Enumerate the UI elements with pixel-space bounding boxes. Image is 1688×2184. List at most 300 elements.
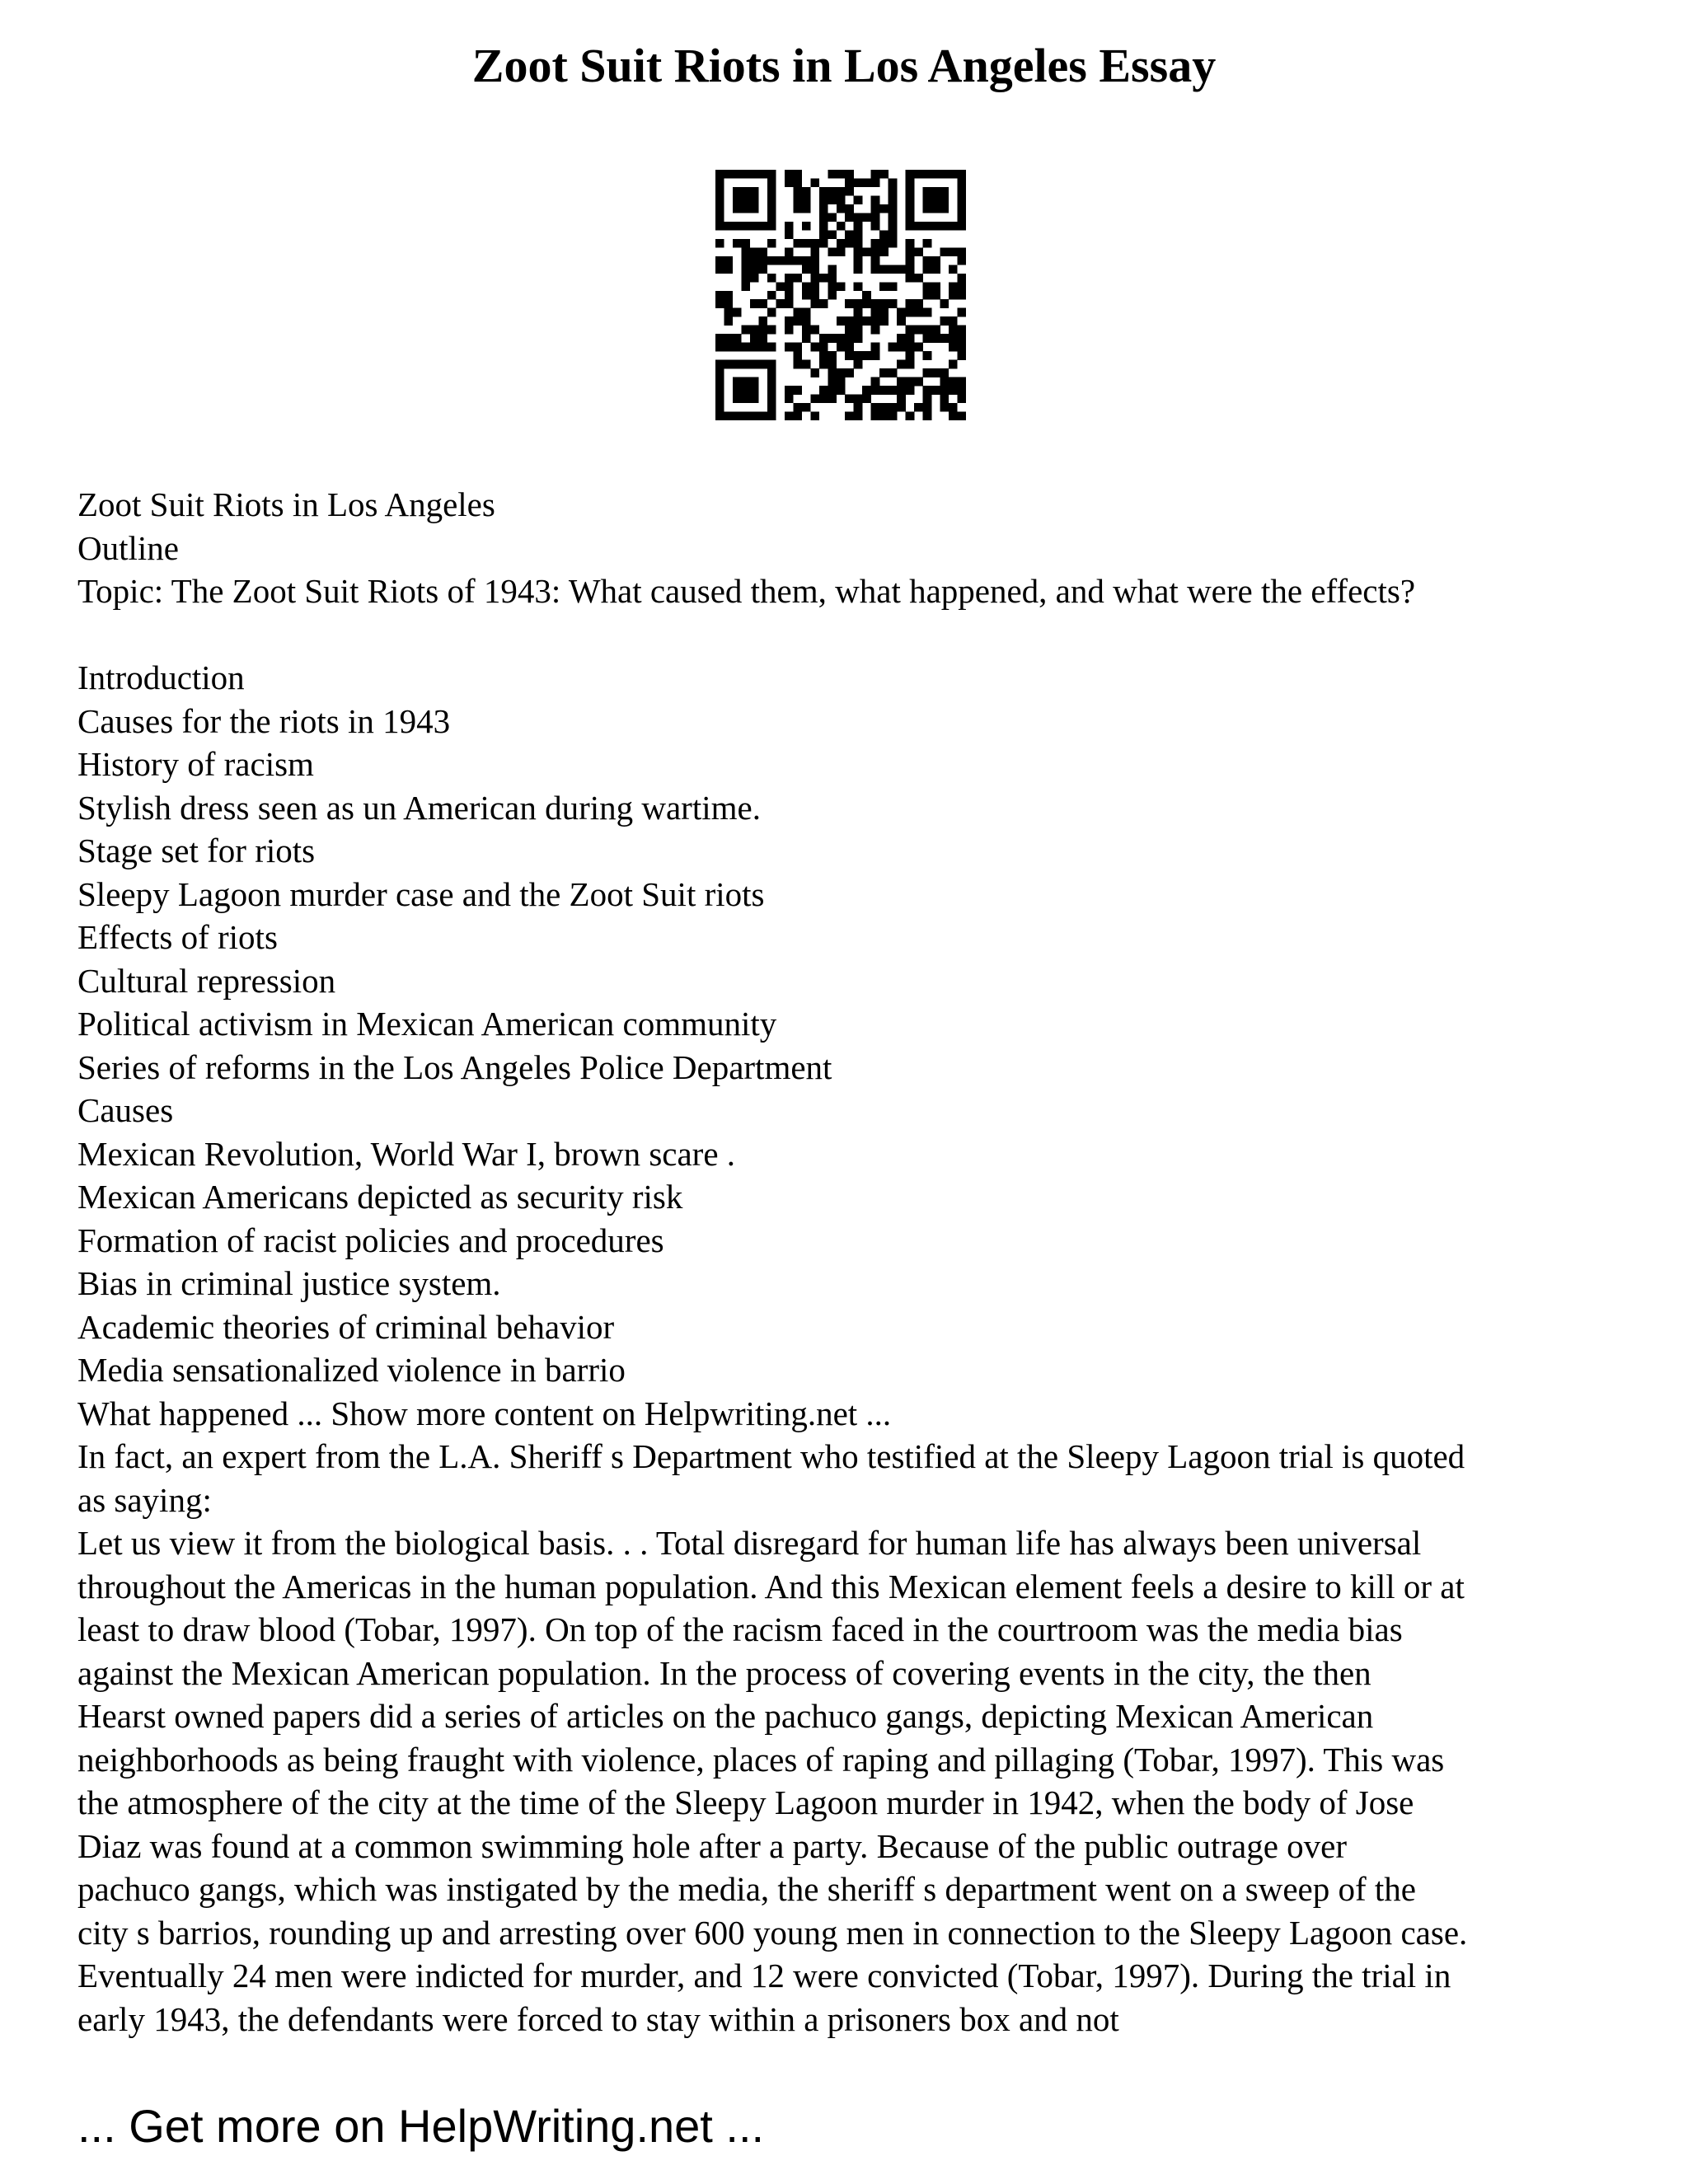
qr-module	[758, 170, 767, 179]
qr-module	[715, 299, 724, 308]
qr-module	[724, 265, 733, 274]
qr-module	[819, 299, 828, 308]
qr-module	[854, 403, 863, 412]
qr-module	[923, 239, 932, 248]
qr-module	[923, 334, 932, 343]
qr-module	[958, 282, 966, 291]
qr-module	[767, 256, 776, 265]
outline-item: Bias in criminal justice system.	[77, 1264, 501, 1302]
qr-module	[810, 368, 819, 377]
qr-module	[741, 343, 750, 352]
qr-module	[854, 395, 863, 404]
qr-module	[750, 187, 759, 196]
qr-module	[906, 247, 915, 256]
qr-module	[715, 377, 724, 387]
qr-module	[923, 282, 932, 291]
qr-module	[767, 274, 776, 283]
qr-module	[828, 230, 837, 239]
qr-module	[785, 282, 794, 291]
qr-module	[767, 291, 776, 300]
qr-module	[906, 170, 915, 179]
qr-module	[741, 204, 750, 213]
qr-module	[940, 247, 950, 256]
qr-module	[837, 187, 846, 196]
qr-module	[750, 265, 759, 274]
qr-module	[889, 386, 898, 395]
qr-module	[828, 386, 837, 395]
qr-module	[897, 265, 906, 274]
qr-module	[871, 178, 880, 187]
qr-module	[724, 316, 733, 326]
outline-item: Sleepy Lagoon murder case and the Zoot Suit riots	[77, 874, 765, 913]
qr-module	[810, 395, 819, 404]
qr-module	[724, 334, 733, 343]
qr-module	[958, 308, 966, 317]
qr-module	[733, 170, 742, 179]
qr-module	[828, 265, 837, 274]
qr-module	[715, 222, 724, 231]
qr-module	[793, 360, 802, 369]
qr-module	[819, 222, 828, 231]
qr-module	[889, 403, 898, 412]
qr-module	[958, 170, 966, 179]
qr-module	[785, 170, 794, 179]
excerpt-line: against the Mexican American population. In the process of covering events in the city, the then	[77, 1653, 1372, 1692]
qr-module	[871, 326, 880, 335]
qr-module	[958, 351, 966, 360]
qr-module	[715, 360, 724, 369]
qr-module	[854, 308, 863, 317]
qr-module	[767, 222, 776, 231]
qr-module	[862, 316, 871, 326]
qr-module	[949, 377, 958, 387]
qr-module	[845, 368, 854, 377]
qr-module	[758, 326, 767, 335]
qr-module	[767, 386, 776, 395]
qr-module	[862, 386, 871, 395]
excerpt-line: Hearst owned papers did a series of articles on the pachuco gangs, depicting Mexican American	[77, 1697, 1374, 1735]
get-more-link[interactable]: ... Get more on HelpWriting.net ...	[77, 2100, 765, 2152]
qr-module	[871, 256, 880, 265]
qr-module	[767, 204, 776, 213]
qr-module	[923, 265, 932, 274]
qr-module	[819, 213, 828, 222]
qr-module	[931, 265, 940, 274]
qr-module	[845, 187, 854, 196]
qr-module	[715, 403, 724, 412]
qr-module	[906, 351, 915, 360]
qr-module	[914, 222, 923, 231]
qr-module	[785, 299, 794, 308]
excerpt-line: the atmosphere of the city at the time of the Sleepy Lagoon murder in 1942, when the body of Jose	[77, 1783, 1414, 1821]
qr-module	[767, 308, 776, 317]
qr-module	[750, 247, 759, 256]
document-body	[77, 483, 1643, 2041]
qr-module	[958, 334, 966, 343]
qr-module	[854, 282, 863, 291]
qr-module	[837, 316, 846, 326]
qr-module	[741, 187, 750, 196]
qr-module	[810, 299, 819, 308]
qr-module	[758, 299, 767, 308]
qr-module	[733, 187, 742, 196]
qr-module	[802, 204, 811, 213]
qr-module	[958, 412, 966, 420]
qr-module	[785, 256, 794, 265]
outline-item: Mexican Americans depicted as security risk	[77, 1178, 683, 1216]
qr-module	[724, 256, 733, 265]
qr-module	[715, 291, 724, 300]
qr-module	[931, 326, 940, 335]
qr-module	[733, 343, 742, 352]
qr-module	[776, 299, 785, 308]
qr-module	[750, 377, 759, 387]
qr-module	[767, 178, 776, 187]
qr-module	[923, 308, 932, 317]
qr-module	[862, 247, 871, 256]
qr-module	[741, 412, 750, 420]
qr-module	[741, 247, 750, 256]
qr-module	[940, 316, 950, 326]
excerpt-line: Let us view it from the biological basis. . . Total disregard for human life has always been universal	[77, 1524, 1422, 1562]
qr-module	[785, 412, 794, 420]
qr-module	[845, 395, 854, 404]
qr-module	[819, 274, 828, 283]
qr-module	[828, 282, 837, 291]
outline-item: History of racism	[77, 745, 314, 783]
qr-module	[793, 343, 802, 352]
outline-item: Stylish dress seen as un American during wartime.	[77, 788, 761, 827]
qr-module	[879, 247, 889, 256]
qr-module	[854, 195, 863, 204]
qr-module	[724, 299, 733, 308]
qr-module	[879, 368, 889, 377]
qr-module	[785, 222, 794, 231]
paragraph-gap	[77, 613, 1643, 657]
qr-module	[785, 178, 794, 187]
qr-module	[810, 247, 819, 256]
qr-module	[923, 291, 932, 300]
qr-module	[879, 265, 889, 274]
qr-module	[949, 360, 958, 369]
qr-module	[793, 187, 802, 196]
qr-module	[940, 195, 950, 204]
qr-module	[802, 334, 811, 343]
qr-module	[854, 222, 863, 231]
qr-module	[785, 274, 794, 283]
qr-module	[914, 377, 923, 387]
qr-module	[793, 239, 802, 248]
qr-module	[793, 308, 802, 317]
qr-module	[879, 230, 889, 239]
qr-module	[819, 187, 828, 196]
qr-module	[906, 256, 915, 265]
qr-module	[793, 170, 802, 179]
qr-module	[923, 326, 932, 335]
qr-module	[923, 222, 932, 231]
qr-module	[802, 265, 811, 274]
qr-module	[767, 195, 776, 204]
excerpt-line: least to draw blood (Tobar, 1997). On top of the racism faced in the courtroom was the media bias	[77, 1610, 1403, 1648]
qr-module	[940, 386, 950, 395]
qr-module	[897, 386, 906, 395]
qr-module	[828, 187, 837, 196]
qr-module	[715, 256, 724, 265]
qr-module	[889, 213, 898, 222]
qr-module	[802, 256, 811, 265]
qr-module	[862, 213, 871, 222]
qr-module	[828, 274, 837, 283]
qr-module	[931, 291, 940, 300]
qr-module	[715, 170, 724, 179]
qr-module	[819, 351, 828, 360]
qr-module	[879, 204, 889, 213]
qr-module	[837, 368, 846, 377]
qr-module	[940, 395, 950, 404]
qr-module	[733, 222, 742, 231]
outline-item: Causes for the riots in 1943	[77, 701, 451, 740]
qr-module	[741, 360, 750, 369]
qr-module	[733, 195, 742, 204]
qr-module	[854, 178, 863, 187]
qr-module	[819, 395, 828, 404]
qr-module	[906, 187, 915, 196]
qr-module	[854, 230, 863, 239]
qr-module	[889, 265, 898, 274]
qr-module	[733, 386, 742, 395]
qr-module	[785, 326, 794, 335]
qr-module	[837, 377, 846, 387]
qr-module	[854, 360, 863, 369]
qr-module	[879, 412, 889, 420]
qr-module	[897, 343, 906, 352]
qr-module	[940, 334, 950, 343]
qr-module	[741, 386, 750, 395]
qr-module	[871, 170, 880, 179]
qr-module	[931, 204, 940, 213]
qr-module	[724, 308, 733, 317]
qr-code-icon	[715, 170, 966, 420]
qr-module	[889, 239, 898, 248]
qr-module	[828, 170, 837, 179]
qr-module	[767, 213, 776, 222]
qr-module	[819, 386, 828, 395]
qr-module	[750, 195, 759, 204]
qr-module	[724, 343, 733, 352]
qr-module	[767, 377, 776, 387]
qr-module	[854, 351, 863, 360]
qr-module	[906, 178, 915, 187]
qr-module	[923, 187, 932, 196]
qr-module	[750, 395, 759, 404]
qr-module	[940, 403, 950, 412]
qr-module	[715, 204, 724, 213]
qr-module	[715, 187, 724, 196]
qr-module	[889, 222, 898, 231]
qr-module	[862, 178, 871, 187]
qr-module	[828, 213, 837, 222]
qr-module	[802, 222, 811, 231]
outline-topic: Topic: The Zoot Suit Riots of 1943: What caused them, what happened, and what were the effects?	[77, 572, 1416, 610]
qr-module	[724, 170, 733, 179]
outline-label: Outline	[77, 528, 179, 567]
qr-module	[828, 351, 837, 360]
qr-module	[767, 187, 776, 196]
qr-module	[802, 195, 811, 204]
qr-module	[958, 187, 966, 196]
qr-module	[889, 412, 898, 420]
qr-module	[819, 239, 828, 248]
qr-module	[889, 178, 898, 187]
qr-module	[931, 282, 940, 291]
qr-module	[949, 316, 958, 326]
qr-module	[906, 326, 915, 335]
qr-module	[871, 412, 880, 420]
qr-module	[958, 386, 966, 395]
qr-module	[837, 386, 846, 395]
qr-module	[819, 195, 828, 204]
qr-code	[715, 170, 966, 420]
outline-item: Mexican Revolution, World War I, brown scare .	[77, 1134, 736, 1173]
outline-item: Political activism in Mexican American community	[77, 1005, 777, 1043]
qr-module	[879, 386, 889, 395]
qr-module	[845, 316, 854, 326]
qr-module	[793, 412, 802, 420]
qr-module	[854, 265, 863, 274]
qr-module	[949, 170, 958, 179]
qr-module	[750, 222, 759, 231]
qr-module	[854, 326, 863, 335]
qr-module	[914, 247, 923, 256]
qr-module	[931, 368, 940, 377]
qr-module	[741, 377, 750, 387]
qr-module	[879, 308, 889, 317]
qr-module	[793, 403, 802, 412]
qr-module	[741, 170, 750, 179]
qr-module	[819, 204, 828, 213]
qr-module	[914, 308, 923, 317]
qr-module	[940, 187, 950, 196]
qr-module	[897, 360, 906, 369]
qr-module	[845, 412, 854, 420]
qr-module	[758, 265, 767, 274]
qr-module	[837, 334, 846, 343]
qr-module	[837, 239, 846, 248]
qr-module	[914, 274, 923, 283]
excerpt-line: Eventually 24 men were indicted for murder, and 12 were convicted (Tobar, 1997). During the trial in	[77, 1957, 1451, 1994]
outline-item: Causes	[77, 1091, 174, 1129]
qr-module	[767, 403, 776, 412]
qr-module	[923, 368, 932, 377]
qr-module	[889, 204, 898, 213]
qr-module	[871, 265, 880, 274]
qr-module	[810, 343, 819, 352]
qr-module	[767, 368, 776, 377]
qr-module	[906, 386, 915, 395]
qr-module	[854, 247, 863, 256]
show-more-line: What happened ... Show more content on Helpwriting.net ...	[77, 1394, 892, 1432]
qr-module	[845, 170, 854, 179]
qr-module	[750, 386, 759, 395]
qr-module	[889, 187, 898, 196]
qr-module	[879, 316, 889, 326]
qr-module	[785, 291, 794, 300]
qr-module	[793, 274, 802, 283]
qr-module	[802, 316, 811, 326]
qr-module	[914, 326, 923, 335]
qr-module	[923, 351, 932, 360]
qr-module	[914, 403, 923, 412]
qr-module	[733, 308, 742, 317]
qr-module	[931, 256, 940, 265]
excerpt-line: early 1943, the defendants were forced to stay within a prisoners box and not	[77, 1999, 1119, 2038]
qr-module	[741, 282, 750, 291]
qr-module	[871, 343, 880, 352]
qr-module	[906, 377, 915, 387]
qr-module	[940, 170, 950, 179]
qr-module	[750, 360, 759, 369]
qr-module	[862, 395, 871, 404]
qr-module	[931, 187, 940, 196]
qr-module	[958, 222, 966, 231]
qr-module	[897, 395, 906, 404]
qr-module	[949, 247, 958, 256]
excerpt-line: throughout the Americas in the human population. And this Mexican element feels a desire to kill or at	[77, 1567, 1465, 1605]
qr-module	[854, 412, 863, 420]
qr-module	[802, 239, 811, 248]
qr-module	[940, 377, 950, 387]
qr-module	[889, 282, 898, 291]
qr-module	[819, 343, 828, 352]
qr-module	[871, 299, 880, 308]
outline-item: Effects of riots	[77, 918, 278, 956]
qr-module	[837, 204, 846, 213]
qr-module	[871, 403, 880, 412]
qr-module	[793, 351, 802, 360]
qr-module	[871, 195, 880, 204]
qr-module	[758, 256, 767, 265]
qr-module	[793, 256, 802, 265]
excerpt-line: neighborhoods as being fraught with violence, places of raping and pillaging (Tobar, 1997). This was	[77, 1740, 1445, 1779]
qr-module	[871, 316, 880, 326]
qr-module	[879, 170, 889, 179]
qr-module	[931, 170, 940, 179]
outline-heading: Zoot Suit Riots in Los Angeles	[77, 485, 495, 523]
qr-module	[776, 282, 785, 291]
qr-module	[785, 316, 794, 326]
qr-module	[889, 343, 898, 352]
qr-module	[776, 256, 785, 265]
qr-module	[750, 204, 759, 213]
qr-module	[758, 334, 767, 343]
excerpt-line: as saying:	[77, 1480, 212, 1519]
qr-module	[715, 386, 724, 395]
qr-module	[767, 412, 776, 420]
qr-module	[758, 360, 767, 369]
qr-module	[750, 299, 759, 308]
qr-module	[741, 274, 750, 283]
qr-module	[750, 256, 759, 265]
qr-module	[958, 377, 966, 387]
qr-module	[897, 403, 906, 412]
qr-module	[802, 360, 811, 369]
qr-module	[845, 239, 854, 248]
qr-module	[741, 195, 750, 204]
qr-module	[785, 247, 794, 256]
qr-module	[810, 291, 819, 300]
qr-module	[715, 213, 724, 222]
qr-module	[733, 334, 742, 343]
